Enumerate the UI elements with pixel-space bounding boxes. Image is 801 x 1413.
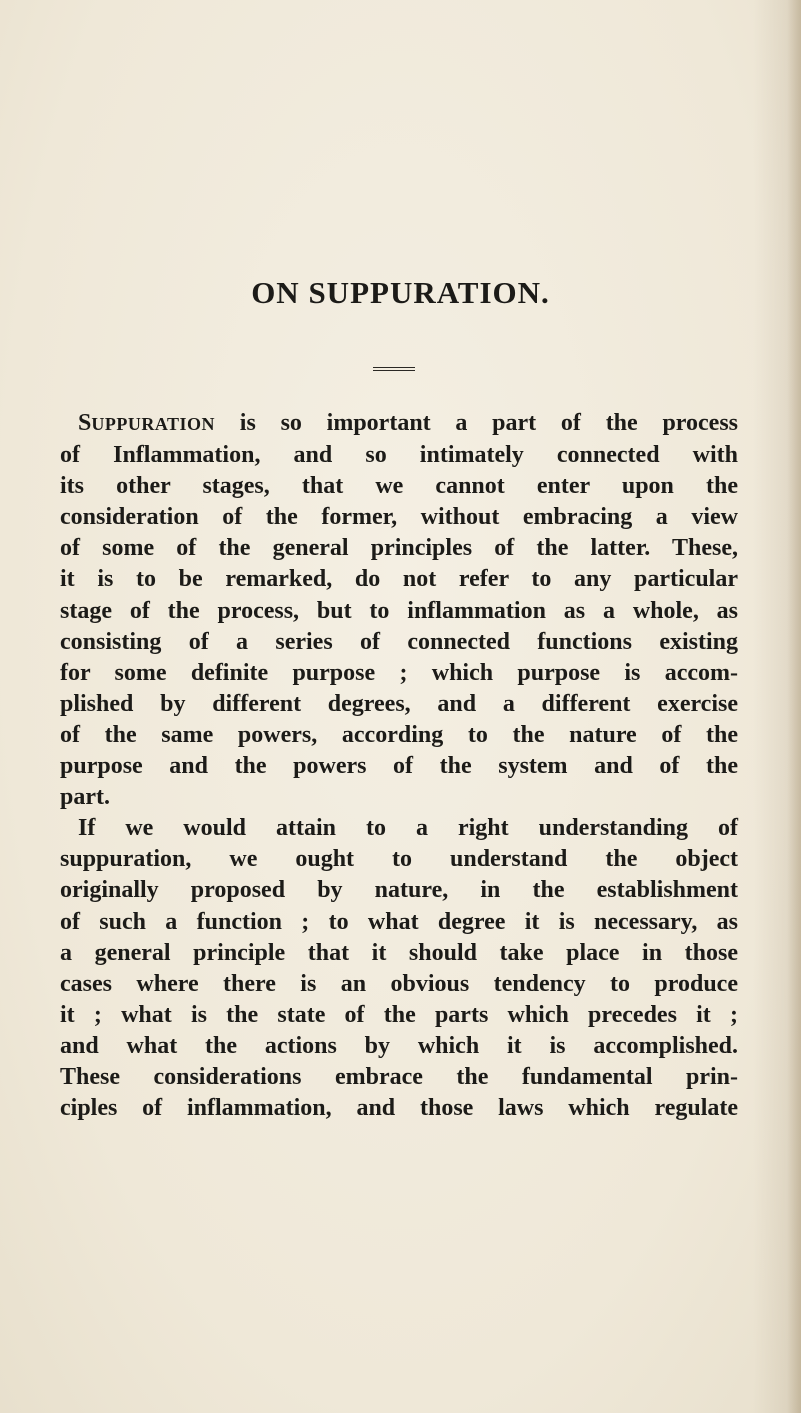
text-line: SUPPURATION is so important a part of the process	[78, 410, 738, 436]
text-line: a general principle that it should take place in those	[60, 939, 738, 966]
body-text	[60, 408, 738, 1124]
title-ornament-rule	[373, 367, 415, 372]
text-line: purpose and the powers of the system and of the	[60, 753, 738, 780]
text-line: If we would attain to a right understanding of	[78, 815, 738, 842]
text-line: of the same powers, according to the nature of the	[60, 721, 738, 748]
text-line: and what the actions by which it is accomplished.	[60, 1032, 738, 1059]
text-line: stage of the process, but to inflammation as a whole, as	[60, 597, 738, 624]
text-line: originally proposed by nature, in the establishment	[60, 877, 738, 904]
text-line: plished by different degrees, and a different exercise	[60, 690, 738, 717]
text-line: of such a function ; to what degree it is necessary, as	[60, 908, 738, 935]
text-line: of Inflammation, and so intimately connected with	[60, 442, 738, 469]
text-line: suppuration, we ought to understand the object	[60, 846, 738, 873]
text-line: consideration of the former, without embracing a view	[60, 504, 738, 531]
small-caps-initial: S	[78, 410, 92, 436]
small-caps-word: UPPURATION	[91, 414, 216, 434]
text-line: for some definite purpose ; which purpose is accom-	[60, 659, 738, 686]
page-edge-shadow	[787, 0, 801, 1413]
text-line: of some of the general principles of the latter. These,	[60, 535, 738, 562]
text-line: cases where there is an obvious tendency to produce	[60, 970, 738, 997]
text-line: ciples of inflammation, and those laws which regulate	[60, 1095, 738, 1122]
text-line: its other stages, that we cannot enter upon the	[60, 473, 738, 500]
text-line: it ; what is the state of the parts which precedes it ;	[60, 1001, 738, 1028]
text-line: consisting of a series of connected functions existing	[60, 628, 738, 655]
chapter-title: ON SUPPURATION.	[251, 275, 550, 310]
text-line: These considerations embrace the fundamental prin-	[60, 1063, 738, 1090]
text-line: it is to be remarked, do not refer to any particular	[60, 566, 738, 593]
text-line: part.	[60, 784, 110, 811]
